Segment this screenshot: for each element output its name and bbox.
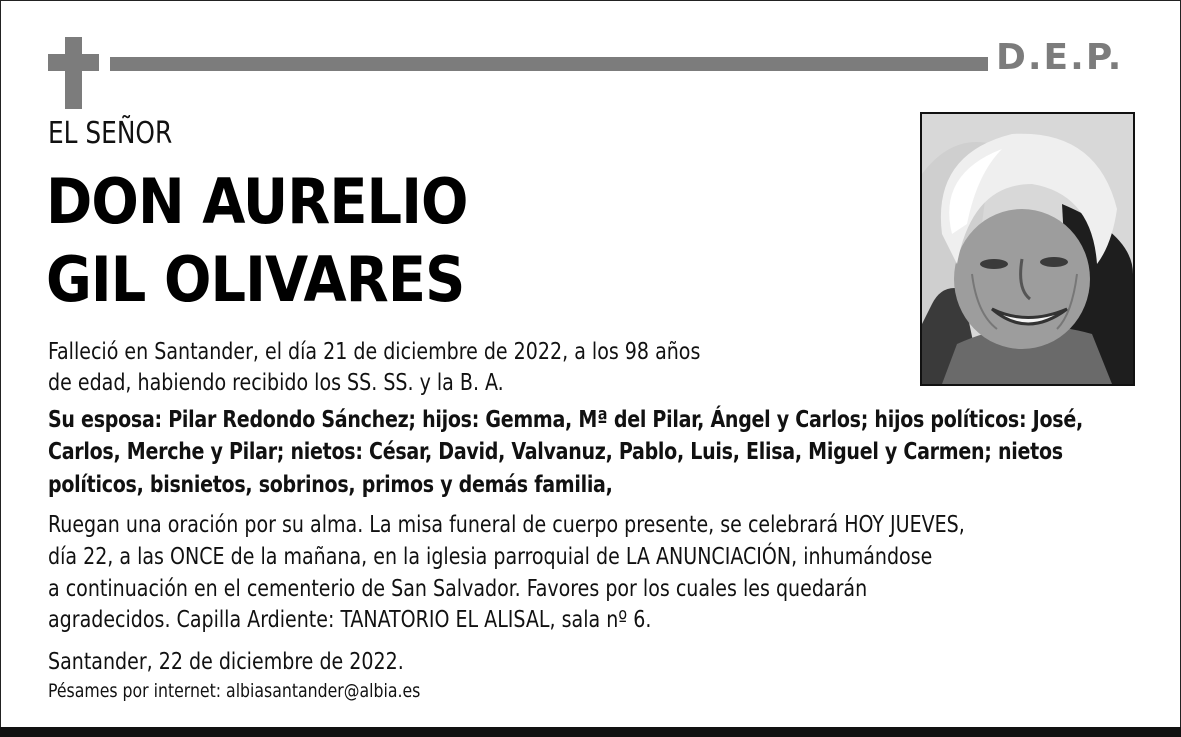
place-date: Santander, 22 de diciembre de 2022. bbox=[48, 649, 404, 675]
service-line-3: a continuación en el cementerio de San Salvador. Favores por los cuales les quedarán bbox=[48, 576, 868, 602]
name-line-2: GIL OLIVARES bbox=[46, 243, 465, 316]
title-prefix: EL SEÑOR bbox=[48, 116, 173, 151]
family-line-3: políticos, bisnietos, sobrinos, primos y demás familia, bbox=[48, 472, 613, 498]
service-line-2: día 22, a las ONCE de la mañana, en la iglesia parroquial de LA ANUNCIACIÓN, inhumándose bbox=[48, 544, 933, 570]
portrait-illustration bbox=[922, 114, 1133, 384]
portrait-photo bbox=[920, 112, 1135, 386]
service-line-4: agradecidos. Capilla Ardiente: TANATORIO EL ALISAL, sala nº 6. bbox=[48, 607, 652, 633]
dep-heading: D.E.P. bbox=[996, 37, 1124, 78]
condolences-email: Pésames por internet: albiasantander@albia.es bbox=[48, 680, 421, 702]
cross-icon-bar bbox=[48, 54, 99, 71]
header-rule bbox=[110, 57, 988, 71]
cross-icon bbox=[65, 37, 82, 109]
death-notice-line-1: Falleció en Santander, el día 21 de diciembre de 2022, a los 98 años bbox=[48, 339, 701, 365]
family-line-2: Carlos, Merche y Pilar; nietos: César, David, Valvanuz, Pablo, Luis, Elisa, Miguel y Carmen; nietos bbox=[48, 439, 1063, 465]
service-line-1: Ruegan una oración por su alma. La misa funeral de cuerpo presente, se celebrará HOY JUEVES, bbox=[48, 512, 965, 538]
family-line-1: Su esposa: Pilar Redondo Sánchez; hijos: Gemma, Mª del Pilar, Ángel y Carlos; hijos políticos: José, bbox=[48, 407, 1083, 433]
deceased-name bbox=[46, 165, 468, 316]
bottom-rule bbox=[0, 727, 1181, 737]
death-notice-line-2: de edad, habiendo recibido los SS. SS. y la B. A. bbox=[48, 370, 504, 396]
name-line-1: DON AURELIO bbox=[46, 165, 468, 238]
